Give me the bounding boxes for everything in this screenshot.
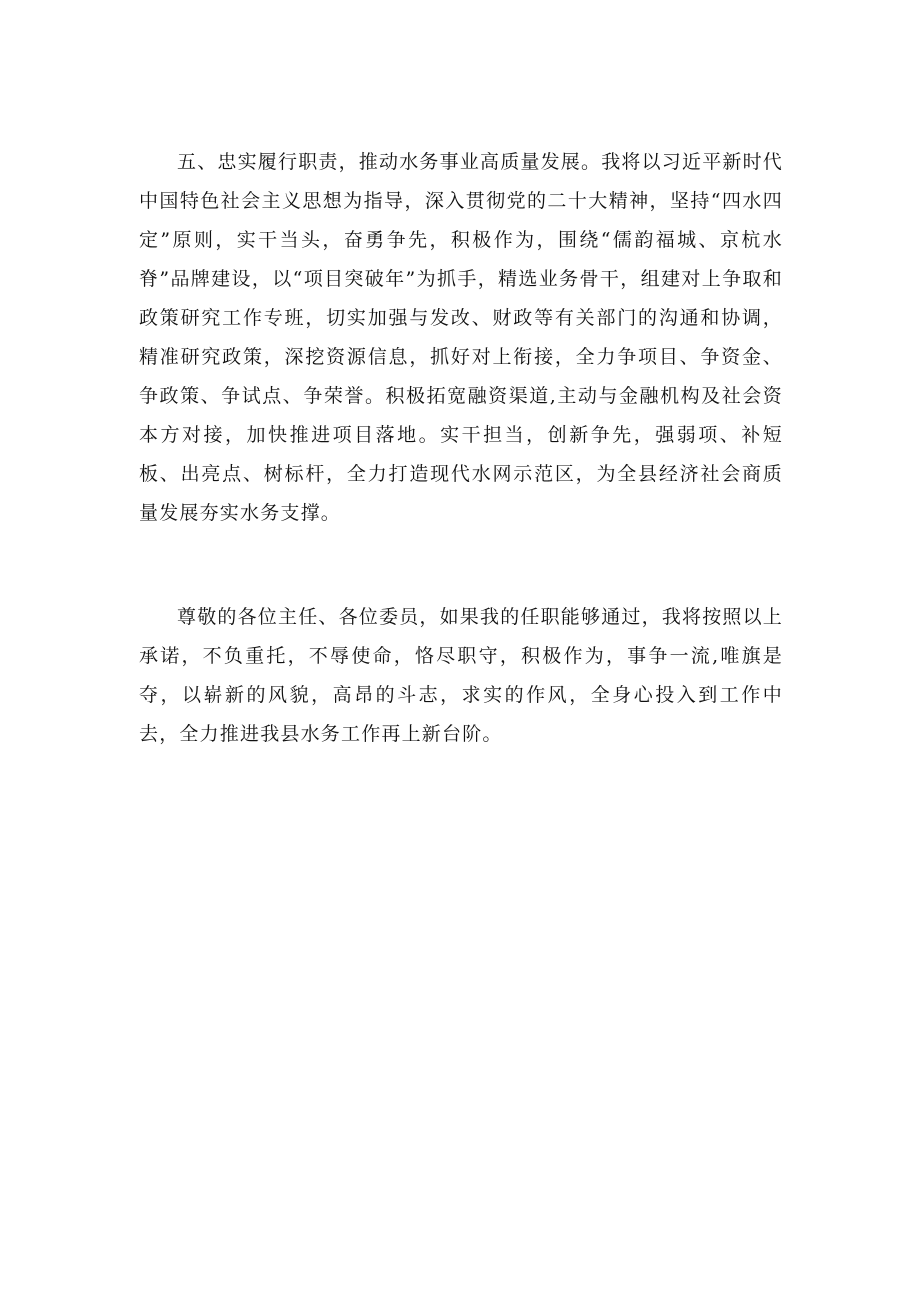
paragraph-commitment-five: 五、忠实履行职责，推动水务事业高质量发展。我将以习近平新时代中国特色社会主义思想为指导，深入贯彻党的二十大精神，坚持“四水四定”原则，实干当头，奋勇争先，积极作为，围绕“儒韵福城、京杭水脊”品牌建设，以“项目突破年”为抓手，精选业务骨干，组建对上争取和政策研究工作专班，切实加强与发改、财政等有关部门的沟通和协调，精准研究政策，深挖资源信息，抓好对上衔接，全力争项目、争资金、争政策、争试点、争荣誉。积极拓宽融资渠道,主动与金融机构及社会资本方对接，加快推进项目落地。实干担当，创新争先，强弱项、补短板、出亮点、树标杆，全力打造现代水网示范区，为全县经济社会商质量发展夯实水务支撑。 bbox=[139, 151, 784, 524]
document-body bbox=[139, 143, 783, 754]
paragraph-closing: 尊敬的各位主任、各位委员，如果我的任职能够通过，我将按照以上承诺，不负重托，不辱使命，恪尽职守，积极作为，事争一流,唯旗是夺，以崭新的风貌，高昂的斗志，求实的作风，全身心投入到工作中去，全力推进我县水务工作再上新台阶。 bbox=[139, 606, 784, 745]
